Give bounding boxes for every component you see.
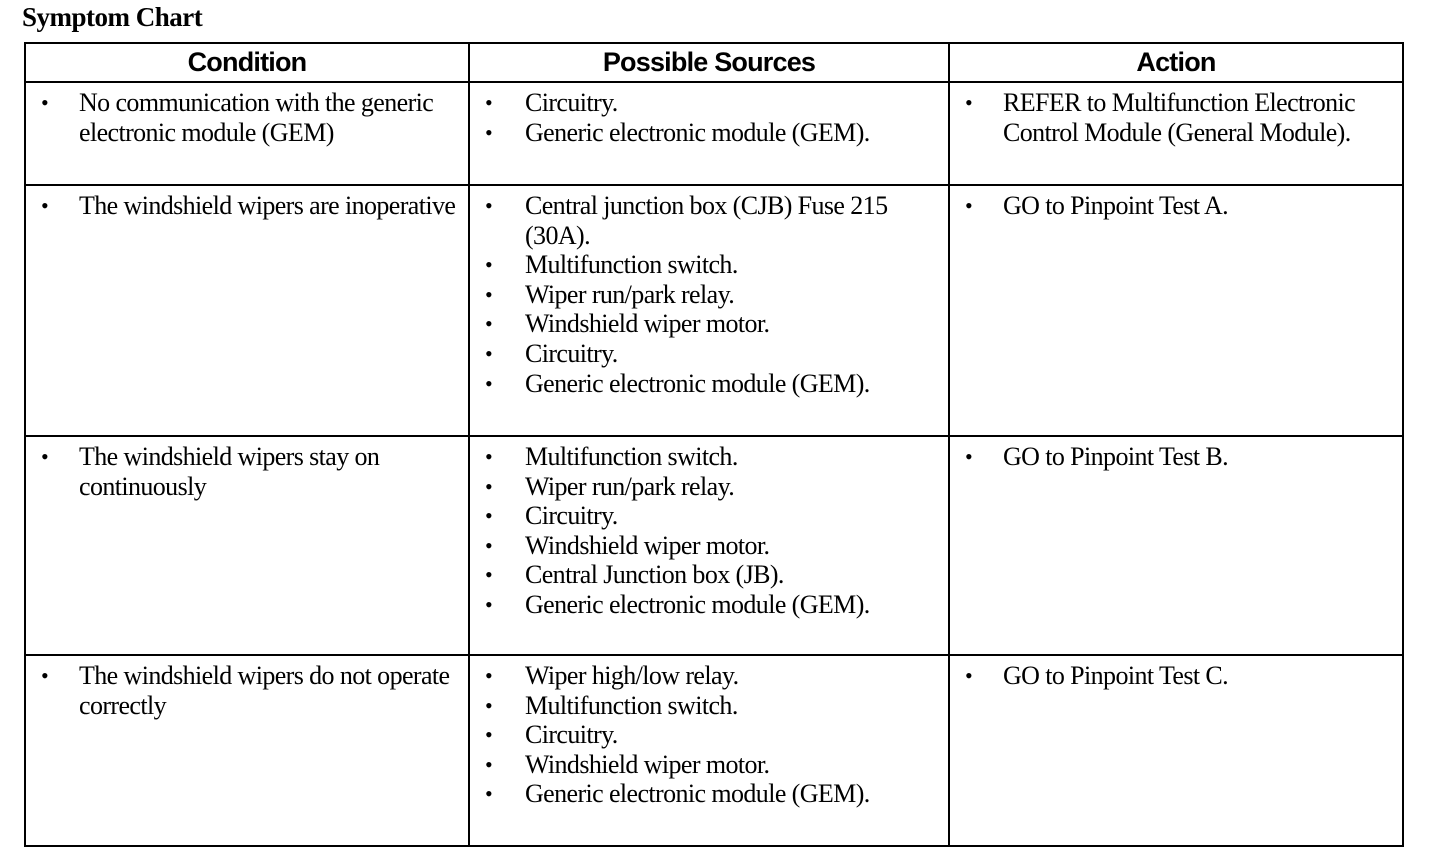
- bullet-icon: •: [485, 193, 493, 218]
- symptom-table: [24, 42, 1404, 847]
- bullet-icon: •: [41, 193, 49, 218]
- bullet-icon: •: [485, 751, 493, 777]
- list-item: [471, 661, 947, 691]
- source-text: Generic electronic module (GEM).: [525, 779, 870, 809]
- bullet-icon: •: [965, 90, 973, 115]
- list-item: [471, 280, 947, 310]
- bullet-icon: •: [485, 311, 493, 337]
- bullet-icon: •: [485, 562, 493, 588]
- list-item: [951, 88, 1401, 147]
- source-text: Central Junction box (JB).: [525, 560, 784, 590]
- condition-text: The windshield wipers stay on continuously: [79, 442, 380, 501]
- source-text: Multifunction switch.: [525, 690, 738, 720]
- bullet-icon: •: [485, 532, 493, 558]
- source-text: Multifunction switch.: [525, 250, 738, 280]
- header-condition: Condition: [25, 43, 469, 82]
- list-item: [471, 250, 947, 280]
- sources-list: [471, 84, 947, 147]
- condition-cell: [25, 655, 469, 846]
- table-header-row: [25, 43, 1403, 82]
- list-item: [951, 191, 1401, 221]
- list-item: [471, 590, 947, 620]
- table-row: [25, 82, 1403, 185]
- list-item: [471, 369, 947, 399]
- bullet-icon: •: [41, 663, 49, 688]
- source-text: Central junction box (CJB) Fuse 215 (30A).: [525, 191, 888, 250]
- source-text: Circuitry.: [525, 338, 618, 368]
- source-text: Windshield wiper motor.: [525, 530, 770, 560]
- list-item: [471, 309, 947, 339]
- bullet-icon: •: [485, 781, 493, 807]
- source-text: Wiper high/low relay.: [525, 661, 739, 690]
- sources-cell: [469, 436, 949, 655]
- header-action: Action: [949, 43, 1403, 82]
- condition-list: [27, 187, 467, 221]
- list-item: [27, 442, 467, 501]
- bullet-icon: •: [41, 90, 49, 115]
- source-text: Generic electronic module (GEM).: [525, 589, 870, 619]
- source-text: Wiper run/park relay.: [525, 279, 735, 309]
- list-item: [27, 88, 467, 147]
- condition-text: No communication with the generic electronic module (GEM): [79, 88, 434, 147]
- action-text: REFER to Multifunction Electronic Control Module (General Module).: [1003, 88, 1356, 147]
- action-list: [951, 187, 1401, 221]
- list-item: [471, 191, 947, 250]
- list-item: [471, 779, 947, 809]
- table-row: [25, 655, 1403, 846]
- list-item: [471, 442, 947, 472]
- sources-list: [471, 438, 947, 620]
- action-text: GO to Pinpoint Test B.: [1003, 442, 1229, 471]
- condition-cell: [25, 185, 469, 436]
- sources-cell: [469, 185, 949, 436]
- bullet-icon: •: [41, 444, 49, 469]
- bullet-icon: •: [485, 119, 493, 145]
- source-text: Generic electronic module (GEM).: [525, 368, 870, 398]
- sources-cell: [469, 82, 949, 185]
- bullet-icon: •: [485, 444, 493, 469]
- list-item: [471, 560, 947, 590]
- bullet-icon: •: [485, 663, 493, 688]
- action-list: [951, 84, 1401, 147]
- bullet-icon: •: [965, 193, 973, 218]
- source-text: Multifunction switch.: [525, 442, 738, 471]
- condition-text: The windshield wipers do not operate correctly: [79, 661, 450, 720]
- action-list: [951, 657, 1401, 691]
- condition-list: [27, 84, 467, 147]
- bullet-icon: •: [485, 503, 493, 529]
- list-item: [27, 191, 467, 221]
- list-item: [471, 531, 947, 561]
- header-possible-sources: Possible Sources: [469, 43, 949, 82]
- list-item: [471, 720, 947, 750]
- bullet-icon: •: [485, 90, 493, 115]
- condition-cell: [25, 82, 469, 185]
- source-text: Circuitry.: [525, 88, 618, 117]
- bullet-icon: •: [965, 444, 973, 469]
- source-text: Windshield wiper motor.: [525, 309, 770, 339]
- condition-cell: [25, 436, 469, 655]
- action-text: GO to Pinpoint Test A.: [1003, 191, 1229, 220]
- list-item: [471, 472, 947, 502]
- sources-list: [471, 657, 947, 809]
- action-list: [951, 438, 1401, 472]
- list-item: [951, 442, 1401, 472]
- source-text: Circuitry.: [525, 501, 618, 531]
- action-cell: [949, 436, 1403, 655]
- sources-cell: [469, 655, 949, 846]
- list-item: [951, 661, 1401, 691]
- bullet-icon: •: [965, 663, 973, 688]
- bullet-icon: •: [485, 591, 493, 617]
- bullet-icon: •: [485, 281, 493, 307]
- condition-text: The windshield wipers are inoperative: [79, 191, 456, 220]
- bullet-icon: •: [485, 692, 493, 718]
- bullet-icon: •: [485, 252, 493, 278]
- bullet-icon: •: [485, 370, 493, 396]
- list-item: [471, 118, 947, 148]
- list-item: [471, 88, 947, 118]
- bullet-icon: •: [485, 340, 493, 366]
- source-text: Wiper run/park relay.: [525, 471, 735, 501]
- bullet-icon: •: [485, 473, 493, 499]
- source-text: Windshield wiper motor.: [525, 749, 770, 779]
- bullet-icon: •: [485, 722, 493, 748]
- list-item: [471, 750, 947, 780]
- document-title: Symptom Chart: [22, 2, 203, 32]
- action-text: GO to Pinpoint Test C.: [1003, 661, 1229, 690]
- condition-list: [27, 657, 467, 720]
- list-item: [471, 339, 947, 369]
- source-text: Circuitry.: [525, 720, 618, 750]
- action-cell: [949, 82, 1403, 185]
- table-row: [25, 436, 1403, 655]
- condition-list: [27, 438, 467, 501]
- source-text: Generic electronic module (GEM).: [525, 117, 870, 147]
- sources-list: [471, 187, 947, 398]
- action-cell: [949, 655, 1403, 846]
- action-cell: [949, 185, 1403, 436]
- list-item: [471, 501, 947, 531]
- list-item: [471, 691, 947, 721]
- list-item: [27, 661, 467, 720]
- table-row: [25, 185, 1403, 436]
